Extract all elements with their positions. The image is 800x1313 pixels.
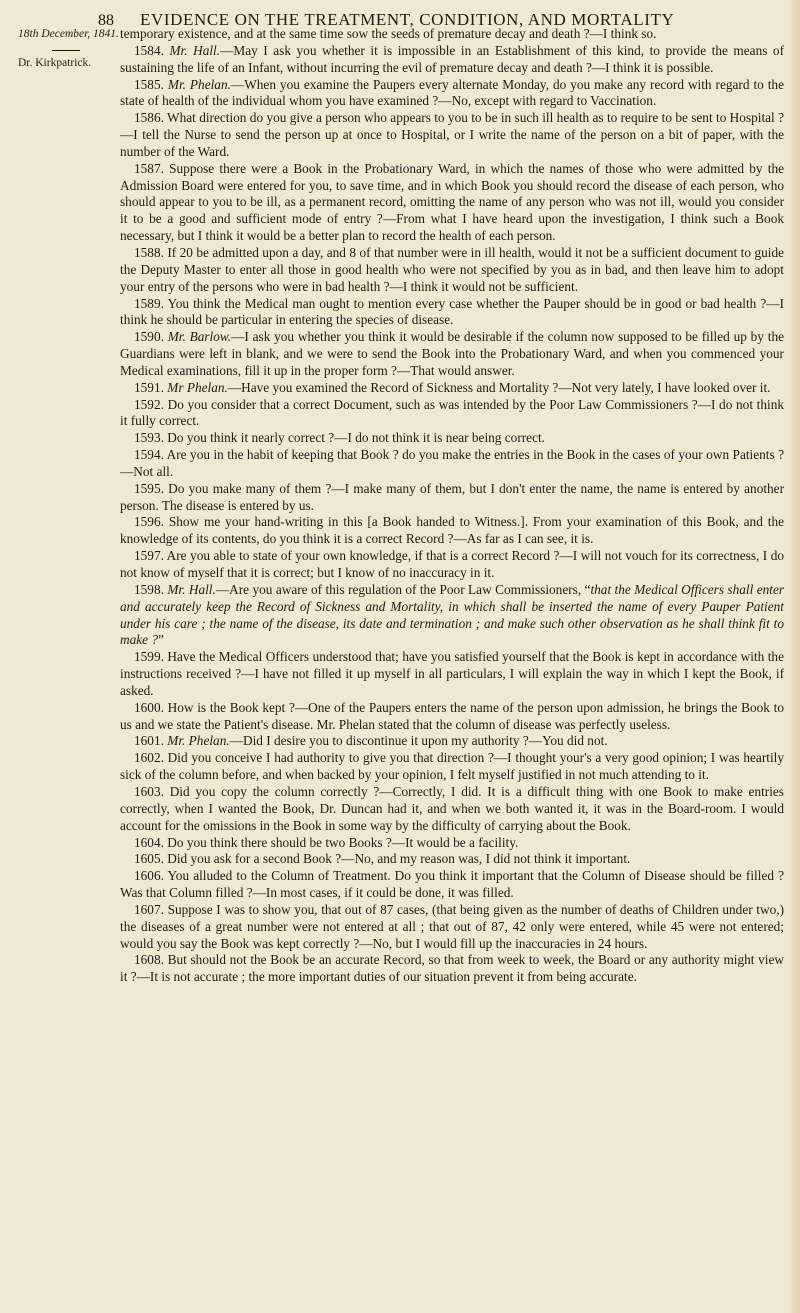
paragraph-text: You think the Medical man ought to mention every case whether the Pauper should be in good or bad health ?—I think he should be particular in entering the species of disease. — [120, 295, 784, 328]
paragraph — [120, 952, 784, 986]
paragraph-text: What direction do you give a person who appears to you to be in such ill health as to require to be sent to Hospital ?—I tell the Nurse to send the person up at once to Hospital, or I write the name of the person on a bit of paper, with the number of the Ward. — [120, 110, 784, 159]
paragraph — [120, 784, 784, 835]
quoted-regulation: that the Medical Officers shall enter and accurately keep the Record of Sickness and Mortality, in which shall be inserted the name of every Pauper Patient under his care ; the name of the disease, its date and termination ; and make such other observation as he shall think fit to make ? — [120, 581, 784, 648]
paragraph — [120, 902, 784, 953]
paragraph — [120, 649, 784, 700]
quote-close: ” — [158, 632, 164, 648]
paragraph-text: —Have you examined the Record of Sickness and Mortality ?—Not very lately, I have looked over it. — [227, 379, 771, 395]
paragraph-text: —Did I desire you to discontinue it upon my authority ?—You did not. — [229, 733, 608, 749]
question-number: 1591. — [134, 379, 164, 395]
paragraph — [120, 514, 784, 548]
paragraph-text: You alluded to the Column of Treatment. Do you think it important that the Column of Disease should be filled ? Was that Column filled ?—In most cases, if it could be done, it was filled. — [120, 868, 784, 901]
paragraph — [120, 26, 784, 43]
question-number: 1605. — [134, 851, 164, 867]
question-number: 1595. — [134, 480, 164, 496]
margin-notes — [18, 28, 119, 69]
speaker-name: Mr. Barlow. — [167, 329, 232, 345]
paragraph-text: Show me your hand-writing in this [a Book handed to Witness.]. From your examination of this Book, and the knowledge of its contents, do you think it is a correct Record ?—As far as I can see, it is. — [120, 514, 784, 547]
question-number: 1587. — [134, 160, 164, 176]
margin-date — [18, 28, 119, 40]
paragraph-text: If 20 be admitted upon a day, and 8 of that number were in ill health, would it not be a sufficient document to guide the Deputy Master to enter all those in good health who were not specified by you as in bad, and then leave him to adopt your entry of the persons who were in bad health ?—I think it would not be sufficient. — [120, 244, 784, 294]
paragraph-text: —Are you aware of this regulation of the Poor Law Commissioners, “ — [215, 581, 591, 597]
question-number: 1608. — [134, 952, 164, 968]
question-number: 1590. — [134, 329, 164, 345]
question-number: 1597. — [134, 548, 164, 564]
speaker-name: Mr. Phelan. — [167, 76, 231, 92]
paragraph — [120, 851, 784, 868]
paragraph — [120, 245, 784, 296]
question-number: 1596. — [134, 514, 164, 530]
paragraph — [120, 296, 784, 330]
question-number: 1598. — [134, 581, 164, 597]
paragraph — [120, 110, 784, 161]
paragraph-text: Are you in the habit of keeping that Book ? do you make the entries in the Book in the cases of your own Patients ?—Not all. — [120, 447, 784, 479]
question-number: 1584. — [134, 42, 164, 58]
question-number: 1588. — [134, 244, 164, 260]
paragraph-text: How is the Book kept ?—One of the Paupers enters the name of the person upon admission, he brings the Book to us and we state the Patient's disease. Mr. Phelan stated that the column of disease was perfectly useless. — [120, 699, 784, 732]
paragraph-text: Suppose there were a Book in the Probationary Ward, in which the names of those who were admitted by the Admission Board were entered for you, to save time, and in which Book you should record the disease of each person, who should appear to you to be ill, as a permanent record, omitting the name of any person who was not ill, would you consider it to be a good and sufficient mode of entry ?—From what I have heard upon the investigation, I think such a Book necessary, but I think it would be a better plan to record the health of each person. — [120, 160, 784, 244]
question-number: 1599. — [134, 649, 164, 665]
paragraph-text: Suppose I was to show you, that out of 87 cases, (that being given as the number of deaths of Children under two,) the diseases of a great number were not entered at all ; that out of 87, 42 only were entered, while 45 were not entered; would you say the Book was kept correctly ?—No, but I would fill up the inaccuracies in 24 hours. — [120, 901, 784, 951]
speaker-name: Mr. Hall. — [167, 581, 216, 597]
paragraph-text: But should not the Book be an accurate Record, so that from week to week, the Board or any authority might view it ?—It is not accurate ; the more important duties of our situation prevent it from being accurate. — [120, 952, 784, 985]
margin-witness: Dr. Kirkpatrick. — [18, 57, 92, 69]
question-number: 1585. — [134, 76, 164, 92]
question-number: 1603. — [134, 783, 164, 799]
page-edge-shadow — [788, 0, 800, 1313]
paragraph — [120, 481, 784, 515]
paragraph — [120, 430, 784, 447]
question-number: 1601. — [134, 733, 164, 749]
paragraph-text: Did you copy the column correctly ?—Correctly, I did. It is a difficult thing with one Book to make entries correctly, when I wanted the Book, Dr. Duncan had it, and when we both wanted it, it was in the Board-room. I would account for the omissions in the Book in some way by the difficulty of carrying about the Book. — [120, 783, 784, 833]
paragraph — [120, 43, 784, 77]
question-number: 1589. — [134, 295, 164, 311]
paragraph — [120, 329, 784, 380]
question-number: 1602. — [134, 750, 164, 766]
question-number: 1606. — [134, 868, 164, 884]
paragraph — [120, 380, 784, 397]
running-head: EVIDENCE ON THE TREATMENT, CONDITION, AND MORTALITY — [140, 10, 675, 29]
paragraph — [120, 700, 784, 734]
question-number: 1600. — [134, 699, 164, 715]
paragraph-text: Have the Medical Officers understood that; have you satisfied yourself that the Book is kept in accordance with the instructions received ?—I have not filled it up myself in all particulars, I will explain the way in which I kept the Book, if asked. — [120, 649, 784, 698]
paragraph — [120, 397, 784, 431]
paragraph — [120, 548, 784, 582]
paragraph — [120, 77, 784, 111]
paragraph — [120, 750, 784, 784]
speaker-name: Mr. Phelan. — [167, 733, 230, 749]
question-number: 1594. — [134, 447, 164, 463]
paragraph-text: Do you make many of them ?—I make many of them, but I don't enter the name, the name is entered by another person. The disease is entered by us. — [120, 480, 784, 513]
speaker-name: Mr. Hall. — [169, 42, 221, 58]
margin-rule — [52, 50, 80, 51]
question-number: 1592. — [134, 396, 164, 412]
body-text — [120, 26, 784, 1306]
paragraph-text: Do you think it nearly correct ?—I do not think it is near being correct. — [167, 430, 545, 446]
paragraph — [120, 447, 784, 481]
paragraph — [120, 835, 784, 852]
paragraph-text: Do you consider that a correct Document, such as was intended by the Poor Law Commissioners ?—I do not think it fully correct. — [120, 396, 784, 429]
question-number: 1593. — [134, 430, 164, 446]
paragraph-text: Did you ask for a second Book ?—No, and my reason was, I did not think it important. — [167, 851, 631, 867]
paragraph-text: Did you conceive I had authority to give you that direction ?—I thought your's a very good opinion; I was heartily sick of the column before, and when backed by your opinion, I felt myself justified in not much attending to it. — [120, 750, 784, 783]
speaker-name: Mr Phelan. — [167, 379, 228, 395]
paragraph-text: Are you able to state of your own knowledge, if that is a correct Record ?—I will not vouch for its correctness, I do not know of myself that it is correct; but I know of no inaccuracy in it. — [120, 548, 784, 580]
paragraph-text: Do you think there should be two Books ?—It would be a facility. — [167, 834, 519, 850]
paragraph-text: temporary existence, and at the same time sow the seeds of premature decay and death ?—I think so. — [120, 26, 657, 41]
paragraph — [120, 733, 784, 750]
question-number: 1607. — [134, 901, 164, 917]
paragraph-text: —I ask you whether you think it would be desirable if the column now supposed to be filled up by the Guardians were left in blank, and we were to send the Book into the Probationary Ward, and when you commenced your Medical examinations, fill it up in the proper form ?—That would answer. — [120, 329, 784, 378]
question-number: 1586. — [134, 110, 164, 126]
paragraph — [120, 582, 784, 649]
paragraph-text: —May I ask you whether it is impossible in an Establishment of this kind, to provide the means of sustaining the life of an Infant, without incurring the evil of premature decay and death ?—I think it is possible. — [120, 42, 784, 75]
page-number: 88 — [98, 12, 114, 29]
paragraph — [120, 161, 784, 245]
question-number: 1604. — [134, 834, 164, 850]
margin-date-day: 18th — [18, 28, 39, 40]
paragraph-text: —When you examine the Paupers every alternate Monday, do you make any record with regard to the state of health of the individual whom you have examined ?—No, except with regard to Vaccination. — [120, 76, 784, 109]
margin-date-rest: December, 1841. — [38, 28, 119, 40]
paragraph — [120, 868, 784, 902]
